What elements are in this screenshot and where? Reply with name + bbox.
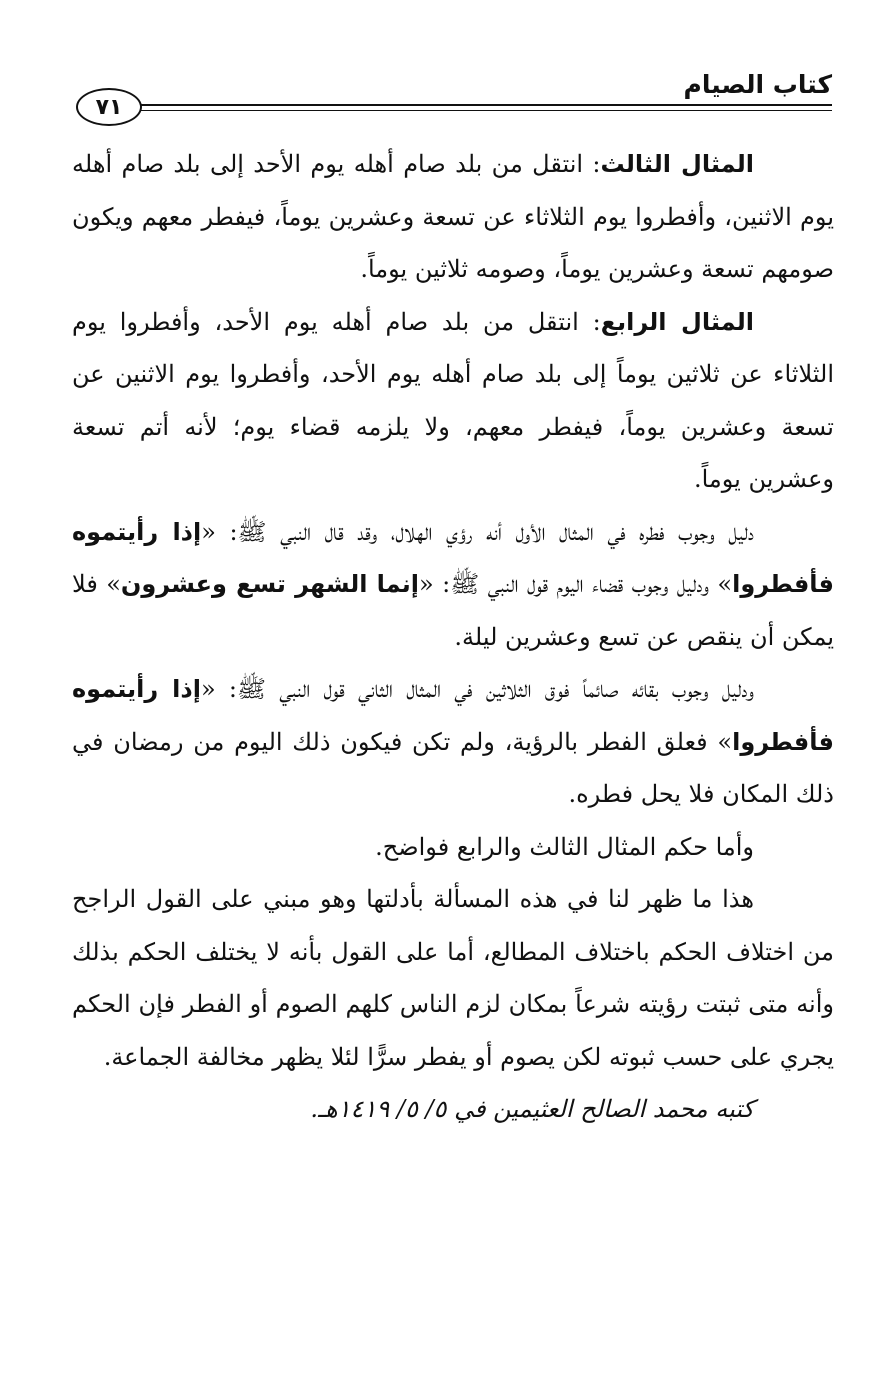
page-header (72, 66, 832, 126)
author-signature: كتبه محمد الصالح العثيمين في ٥/ ٥/ ١٤١٩هـ. (310, 1095, 754, 1123)
paragraph-text: : انتقل من بلد صام أهله يوم الأحد، وأفطروا يوم الثلاثاء عن ثلاثين يوماً إلى بلد صام أهله يوم الأحد، وأفطروا يوم الاثنين عن تسعة وعشرين يوماً، فيفطر معهم، ولا يلزمه قضاء يوم؛ لأنه أتم تسعة وعشرين يوماً. (72, 307, 835, 493)
hadith-quote: إذا رأيتموه فأفطروا (72, 675, 834, 756)
paragraph-text: وأما حكم المثال الثالث والرابع فواضح. (375, 832, 754, 861)
hadith-quote: إذا رأيتموه فأفطروا (72, 517, 835, 598)
book-title: كتاب الصيام (683, 70, 832, 99)
paragraph-evidence-2 (72, 663, 834, 821)
paragraph-example-3 (72, 138, 834, 296)
page-body (72, 138, 834, 1136)
paragraph-text: دليل وجوب فطره في المثال الأول أنه رؤي الهلال، وقد قال النبي ﷺ: « (201, 517, 754, 546)
paragraph-evidence-1 (72, 506, 834, 664)
example-term: المثال الثالث (600, 150, 755, 178)
paragraph-text: هذا ما ظهر لنا في هذه المسألة بأدلتها وهو مبني على القول الراجح من اختلاف الحكم باختلاف المطالع، أما على القول بأنه لا يختلف الحكم بذلك وأنه متى ثبتت رؤيته شرعاً بمكان لزم الناس كلهم الصوم أو الفطر فإن الحكم يجري على حسب ثبوته لكن يصوم أو يفطر سرًّا لئلا يظهر مخالفة الجماعة. (72, 885, 834, 1071)
header-rule (132, 104, 832, 106)
paragraph-text: ودليل وجوب بقائه صائماً فوق الثلاثين في المثال الثاني قول النبي ﷺ: « (200, 675, 755, 703)
example-term: المثال الرابع (600, 307, 755, 336)
paragraph-ruling (72, 821, 834, 874)
paragraph-text: » فلا يمكن أن ينقص عن تسع وعشرين ليلة. (72, 570, 834, 651)
header-rule-thin (132, 110, 832, 111)
paragraph-text: : انتقل من بلد صام أهله يوم الأحد إلى بلد صام أهله يوم الاثنين، وأفطروا يوم الثلاثاء عن تسعة وعشرين يوماً، فيفطر معهم ويكون صومهم تسعة وعشرين يوماً، وصومه ثلاثين يوماً. (72, 150, 834, 283)
paragraph-text: » ودليل وجوب قضاء اليوم قول النبي ﷺ: « (419, 570, 733, 598)
hadith-quote: إنما الشهر تسع وعشرون (120, 570, 420, 598)
paragraph-example-4 (72, 296, 834, 506)
paragraph-text: » فعلق الفطر بالرؤية، ولم تكن فيكون ذلك اليوم من رمضان في ذلك المكان فلا يحل فطره. (72, 727, 834, 808)
paragraph-conclusion (72, 873, 834, 1083)
page-number: ٧١ (76, 88, 142, 126)
